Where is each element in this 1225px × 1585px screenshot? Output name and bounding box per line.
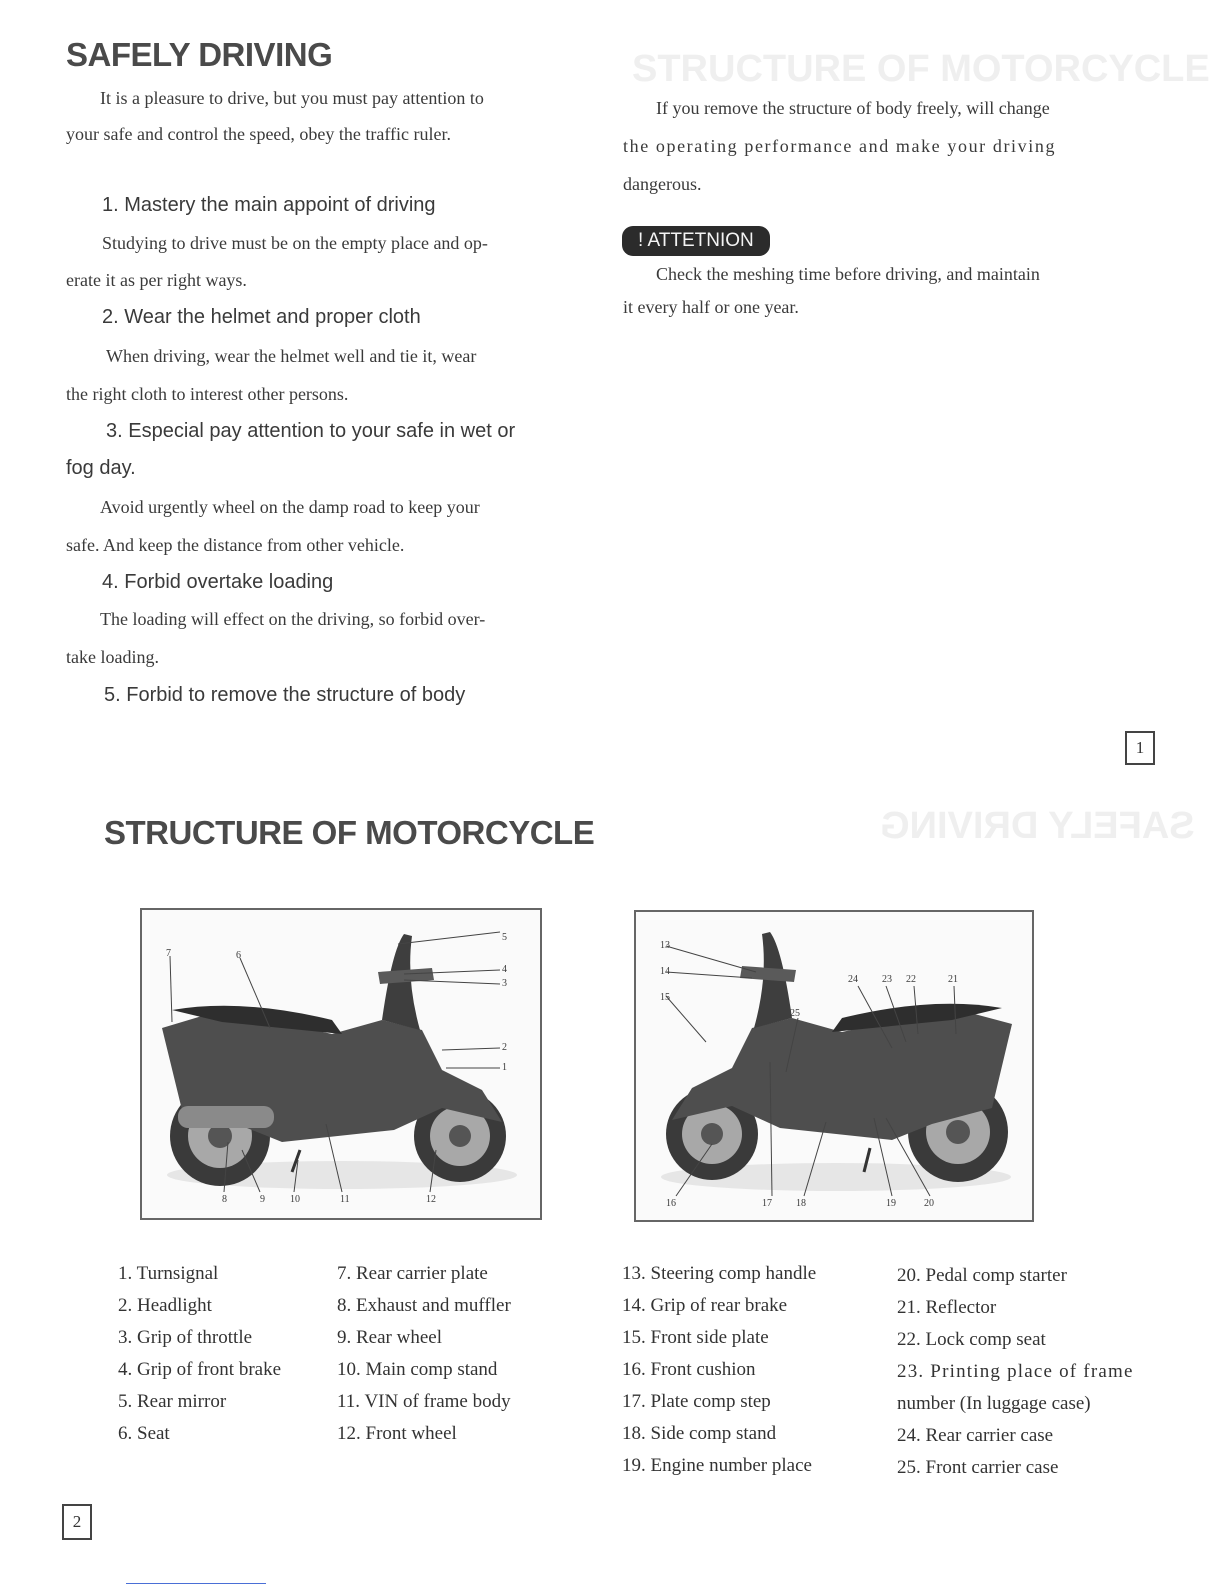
callout-19: 19 bbox=[886, 1198, 896, 1209]
callout-13: 13 bbox=[660, 940, 670, 951]
callout-7: 7 bbox=[166, 948, 171, 959]
parts-list-col4 bbox=[897, 1260, 1134, 1484]
intro-line-2: your safe and control the speed, obey the traffic ruler. bbox=[66, 124, 452, 144]
callout-2: 2 bbox=[502, 1042, 507, 1053]
part-item: 25. Front carrier case bbox=[897, 1457, 1059, 1478]
callout-1: 1 bbox=[502, 1062, 507, 1073]
item-text-3a: Avoid urgently wheel on the damp road to keep your bbox=[100, 497, 480, 517]
attention-badge: ! ATTETNION bbox=[622, 226, 770, 256]
item-text-3b: safe. And keep the distance from other vehicle. bbox=[66, 535, 405, 555]
part-item: 13. Steering comp handle bbox=[622, 1263, 817, 1284]
callout-16: 16 bbox=[666, 1198, 676, 1209]
callout-18: 18 bbox=[796, 1198, 806, 1209]
part-item: 4. Grip of front brake bbox=[118, 1359, 282, 1380]
section-title-structure: STRUCTURE OF MOTORCYCLE bbox=[104, 814, 595, 851]
part-item: 14. Grip of rear brake bbox=[622, 1295, 788, 1316]
item-text-1a: Studying to drive must be on the empty place and op- bbox=[102, 233, 488, 253]
callout-4: 4 bbox=[502, 964, 507, 975]
item-text-1b: erate it as per right ways. bbox=[66, 270, 247, 290]
item-heading-3a: 3. Especial pay attention to your safe in wet or bbox=[106, 420, 516, 442]
part-item: 11. VIN of frame body bbox=[337, 1391, 511, 1412]
item-text-2a: When driving, wear the helmet well and tie it, wear bbox=[106, 346, 477, 366]
attention-text-2: it every half or one year. bbox=[623, 297, 799, 317]
callout-6: 6 bbox=[236, 950, 241, 961]
right-text-line-3: dangerous. bbox=[623, 174, 702, 194]
part-item: number (In luggage case) bbox=[897, 1393, 1091, 1414]
item-heading-2: 2. Wear the helmet and proper cloth bbox=[102, 306, 421, 328]
callout-12: 12 bbox=[426, 1194, 436, 1205]
ghost-title-safely: SAFELY DRIVING bbox=[880, 805, 1195, 847]
part-item: 9. Rear wheel bbox=[337, 1327, 442, 1348]
ghost-title-structure: STRUCTURE OF MOTORCYCLE bbox=[632, 48, 1210, 90]
part-item: 6. Seat bbox=[118, 1423, 170, 1444]
callout-9: 9 bbox=[260, 1194, 265, 1205]
callout-10: 10 bbox=[290, 1194, 300, 1205]
part-item: 2. Headlight bbox=[118, 1295, 212, 1316]
part-item: 8. Exhaust and muffler bbox=[337, 1295, 511, 1316]
callout-20: 20 bbox=[924, 1198, 934, 1209]
part-item: 20. Pedal comp starter bbox=[897, 1265, 1067, 1286]
attention-text-1: Check the meshing time before driving, and maintain bbox=[656, 264, 1040, 284]
page-number-2: 2 bbox=[62, 1504, 92, 1540]
item-heading-1: 1. Mastery the main appoint of driving bbox=[102, 194, 436, 216]
item-text-4b: take loading. bbox=[66, 647, 159, 667]
callout-25: 25 bbox=[790, 1008, 800, 1019]
callout-21: 21 bbox=[948, 974, 958, 985]
item-text-4a: The loading will effect on the driving, so forbid over- bbox=[100, 609, 486, 629]
callout-14: 14 bbox=[660, 966, 670, 977]
part-item: 18. Side comp stand bbox=[622, 1423, 777, 1444]
scooter-right-illustration bbox=[636, 912, 1032, 1220]
page-number-1: 1 bbox=[1125, 731, 1155, 765]
part-item: 23. Printing place of frame bbox=[897, 1361, 1134, 1382]
part-item: 15. Front side plate bbox=[622, 1327, 769, 1348]
callout-3: 3 bbox=[502, 978, 507, 989]
right-text-line-2: the operating performance and make your driving bbox=[623, 136, 1057, 156]
parts-list-col1 bbox=[118, 1258, 281, 1450]
right-text-line-1: If you remove the structure of body freely, will change bbox=[656, 98, 1050, 118]
callout-8: 8 bbox=[222, 1194, 227, 1205]
part-item: 1. Turnsignal bbox=[118, 1263, 219, 1284]
part-item: 16. Front cushion bbox=[622, 1359, 756, 1380]
callout-23: 23 bbox=[882, 974, 892, 985]
part-item: 24. Rear carrier case bbox=[897, 1425, 1054, 1446]
bottom-rule bbox=[126, 1583, 266, 1584]
callout-24: 24 bbox=[848, 974, 858, 985]
motorcycle-right-view-photo bbox=[634, 910, 1034, 1222]
part-item: 21. Reflector bbox=[897, 1297, 997, 1318]
section-title-safely-driving: SAFELY DRIVING bbox=[66, 36, 333, 73]
part-item: 7. Rear carrier plate bbox=[337, 1263, 488, 1284]
part-item: 3. Grip of throttle bbox=[118, 1327, 253, 1348]
callout-17: 17 bbox=[762, 1198, 772, 1209]
scooter-left-illustration bbox=[142, 910, 540, 1218]
callout-11: 11 bbox=[340, 1194, 350, 1205]
callout-22: 22 bbox=[906, 974, 916, 985]
callout-15: 15 bbox=[660, 992, 670, 1003]
parts-list-col3 bbox=[622, 1258, 816, 1482]
callout-5: 5 bbox=[502, 932, 507, 943]
part-item: 10. Main comp stand bbox=[337, 1359, 498, 1380]
parts-list-col2 bbox=[337, 1258, 511, 1450]
item-heading-3b: fog day. bbox=[66, 457, 136, 479]
intro-line-1: It is a pleasure to drive, but you must pay attention to bbox=[100, 88, 484, 108]
part-item: 22. Lock comp seat bbox=[897, 1329, 1046, 1350]
item-heading-4: 4. Forbid overtake loading bbox=[102, 571, 334, 593]
item-text-2b: the right cloth to interest other persons. bbox=[66, 384, 349, 404]
item-heading-5: 5. Forbid to remove the structure of body bbox=[104, 684, 466, 706]
part-item: 5. Rear mirror bbox=[118, 1391, 227, 1412]
part-item: 19. Engine number place bbox=[622, 1455, 812, 1476]
motorcycle-left-view-photo bbox=[140, 908, 542, 1220]
part-item: 17. Plate comp step bbox=[622, 1391, 771, 1412]
part-item: 12. Front wheel bbox=[337, 1423, 457, 1444]
